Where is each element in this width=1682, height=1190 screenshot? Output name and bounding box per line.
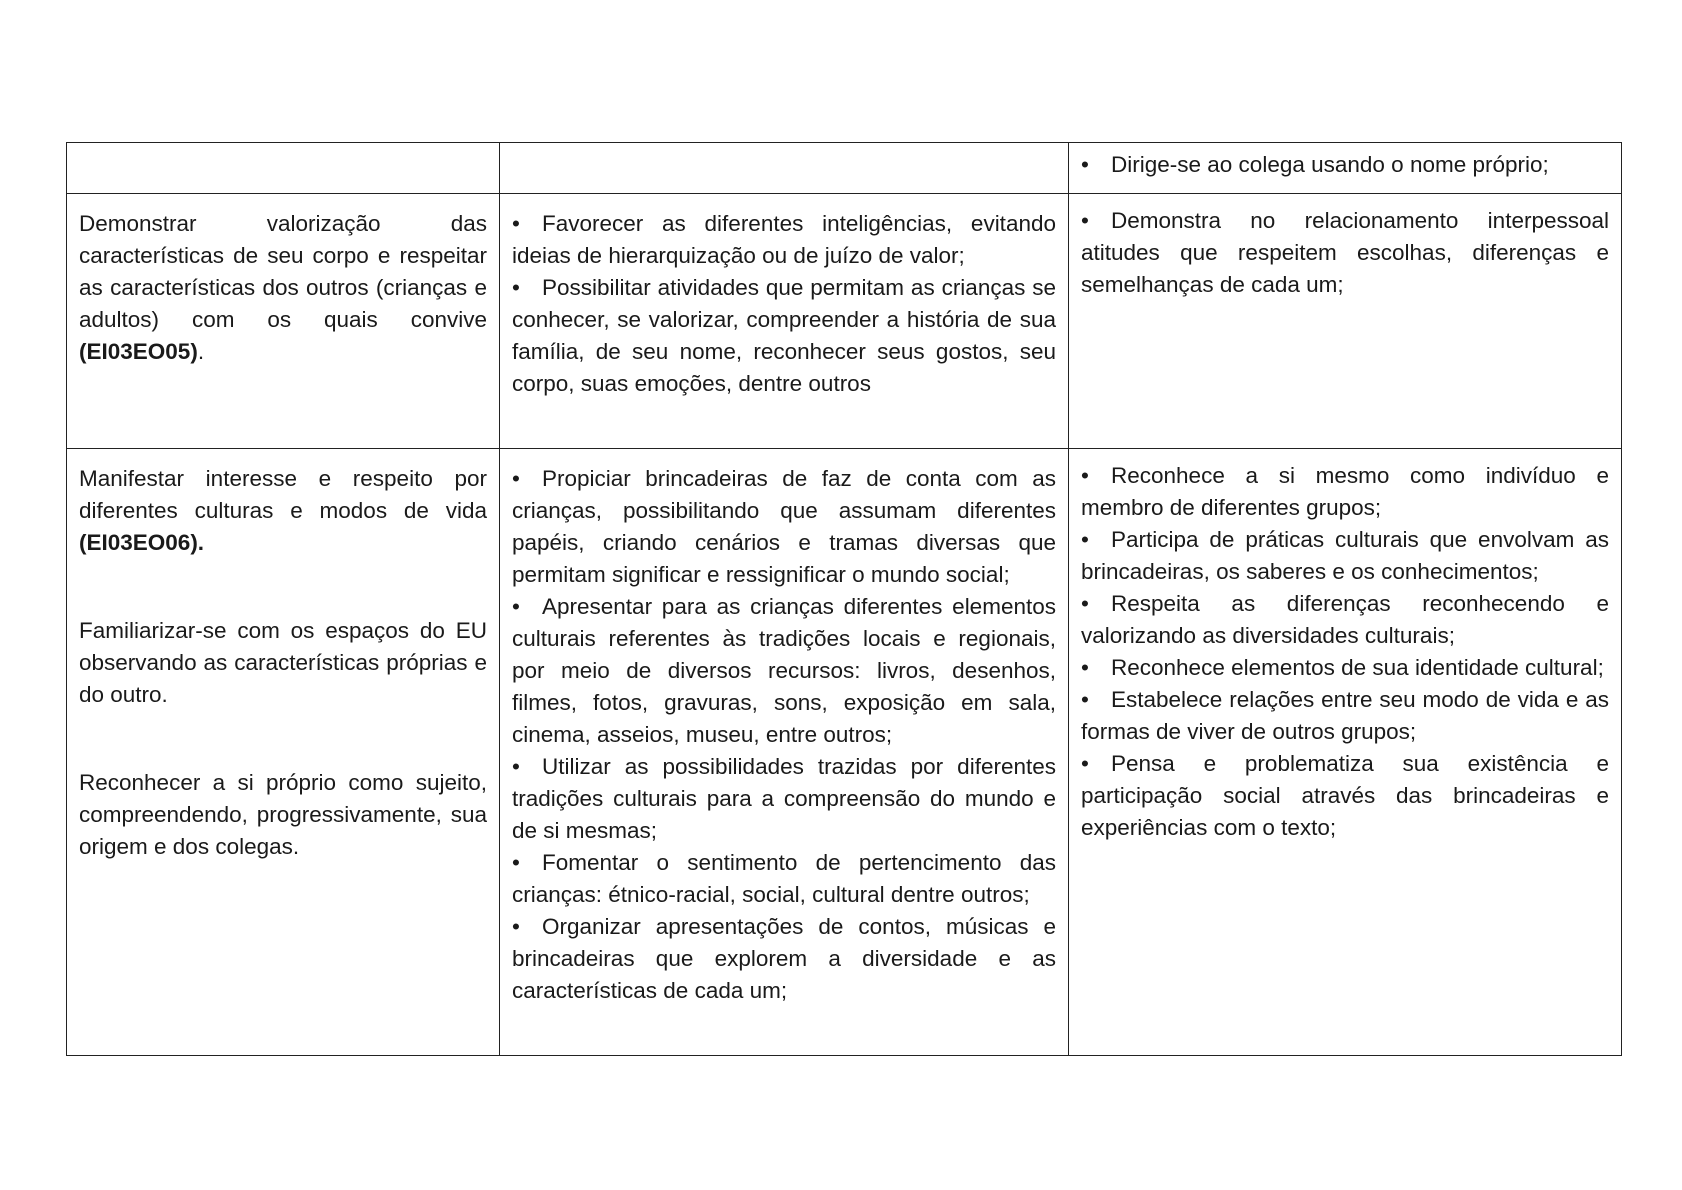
table-cell-checklist (1069, 143, 1622, 194)
bullet-icon: • (512, 466, 520, 491)
bullet-icon: • (512, 850, 520, 875)
table-row (67, 194, 1622, 449)
table-cell-strategies (500, 194, 1069, 449)
bullet-icon: • (1081, 152, 1089, 177)
list-item: • Apresentar para as crianças diferentes elementos culturais referentes às tradições locais e regionais, por meio de diversos recursos: livros, desenhos, filmes, fotos, gravuras, sons, exposição em sala, cinema, asseios, museu, entre outros; (512, 591, 1056, 751)
table-cell-checklist (1069, 449, 1622, 1056)
bullet-icon: • (1081, 655, 1089, 680)
list-item: • Pensa e problematiza sua existência e participação social através das brincadeiras e experiências com o texto; (1081, 748, 1609, 844)
objective-text: Manifestar interesse e respeito por diferentes culturas e modos de vida (EI03EO06). (79, 466, 487, 555)
objective-text: Demonstrar valorização das características de seu corpo e respeitar as características dos outros (crianças e adultos) com os quais convive (EI03EO05). (79, 211, 487, 364)
list-item: • Reconhece elementos de sua identidade cultural; (1081, 652, 1609, 684)
table-cell-empty (67, 143, 500, 194)
list-item: • Utilizar as possibilidades trazidas por diferentes tradições culturais para a compreensão do mundo e de si mesmas; (512, 751, 1056, 847)
table-cell-empty (500, 143, 1069, 194)
list-item: • Demonstra no relacionamento interpessoal atitudes que respeitem escolhas, diferenças e semelhanças de cada um; (1081, 205, 1609, 301)
bullet-icon: • (1081, 463, 1089, 488)
list-item: • Possibilitar atividades que permitam as crianças se conhecer, se valorizar, compreender a história de sua família, de seu nome, reconhecer seus gostos, seu corpo, suas emoções, dentre outros (512, 272, 1056, 400)
bullet-icon: • (1081, 591, 1089, 616)
list-item: • Favorecer as diferentes inteligências, evitando ideias de hierarquização ou de juízo de valor; (512, 208, 1056, 272)
bullet-icon: • (512, 594, 520, 619)
objective-code: (EI03EO05) (79, 339, 198, 364)
table-row (67, 143, 1622, 194)
bullet-icon: • (1081, 208, 1089, 233)
table-cell-checklist (1069, 194, 1622, 449)
table-cell-objective (67, 194, 500, 449)
objective-text: Reconhecer a si próprio como sujeito, compreendendo, progressivamente, sua origem e dos colegas. (79, 770, 487, 859)
table-row (67, 449, 1622, 1056)
list-item: • Organizar apresentações de contos, músicas e brincadeiras que explorem a diversidade e as características de cada um; (512, 911, 1056, 1007)
objective-text: Familiarizar-se com os espaços do EU observando as características próprias e do outro. (79, 618, 487, 707)
bullet-icon: • (512, 754, 520, 779)
bullet-icon: • (1081, 527, 1089, 552)
bullet-icon: • (512, 211, 520, 236)
list-item: • Fomentar o sentimento de pertencimento das crianças: étnico-racial, social, cultural dentre outros; (512, 847, 1056, 911)
bullet-icon: • (512, 275, 520, 300)
objective-code: (EI03EO06). (79, 530, 205, 555)
bullet-icon: • (512, 914, 520, 939)
objectives-table (66, 142, 1622, 1056)
table-cell-objective (67, 449, 500, 1056)
list-item: • Dirige-se ao colega usando o nome próprio; (1081, 149, 1609, 181)
bullet-icon: • (1081, 751, 1089, 776)
bullet-icon: • (1081, 687, 1089, 712)
list-item: • Reconhece a si mesmo como indivíduo e membro de diferentes grupos; (1081, 460, 1609, 524)
list-item: • Estabelece relações entre seu modo de vida e as formas de viver de outros grupos; (1081, 684, 1609, 748)
table-cell-strategies (500, 449, 1069, 1056)
list-item: • Participa de práticas culturais que envolvam as brincadeiras, os saberes e os conhecimentos; (1081, 524, 1609, 588)
list-item: • Propiciar brincadeiras de faz de conta com as crianças, possibilitando que assumam diferentes papéis, criando cenários e tramas diversas que permitam significar e ressignificar o mundo social; (512, 463, 1056, 591)
list-item: • Respeita as diferenças reconhecendo e valorizando as diversidades culturais; (1081, 588, 1609, 652)
